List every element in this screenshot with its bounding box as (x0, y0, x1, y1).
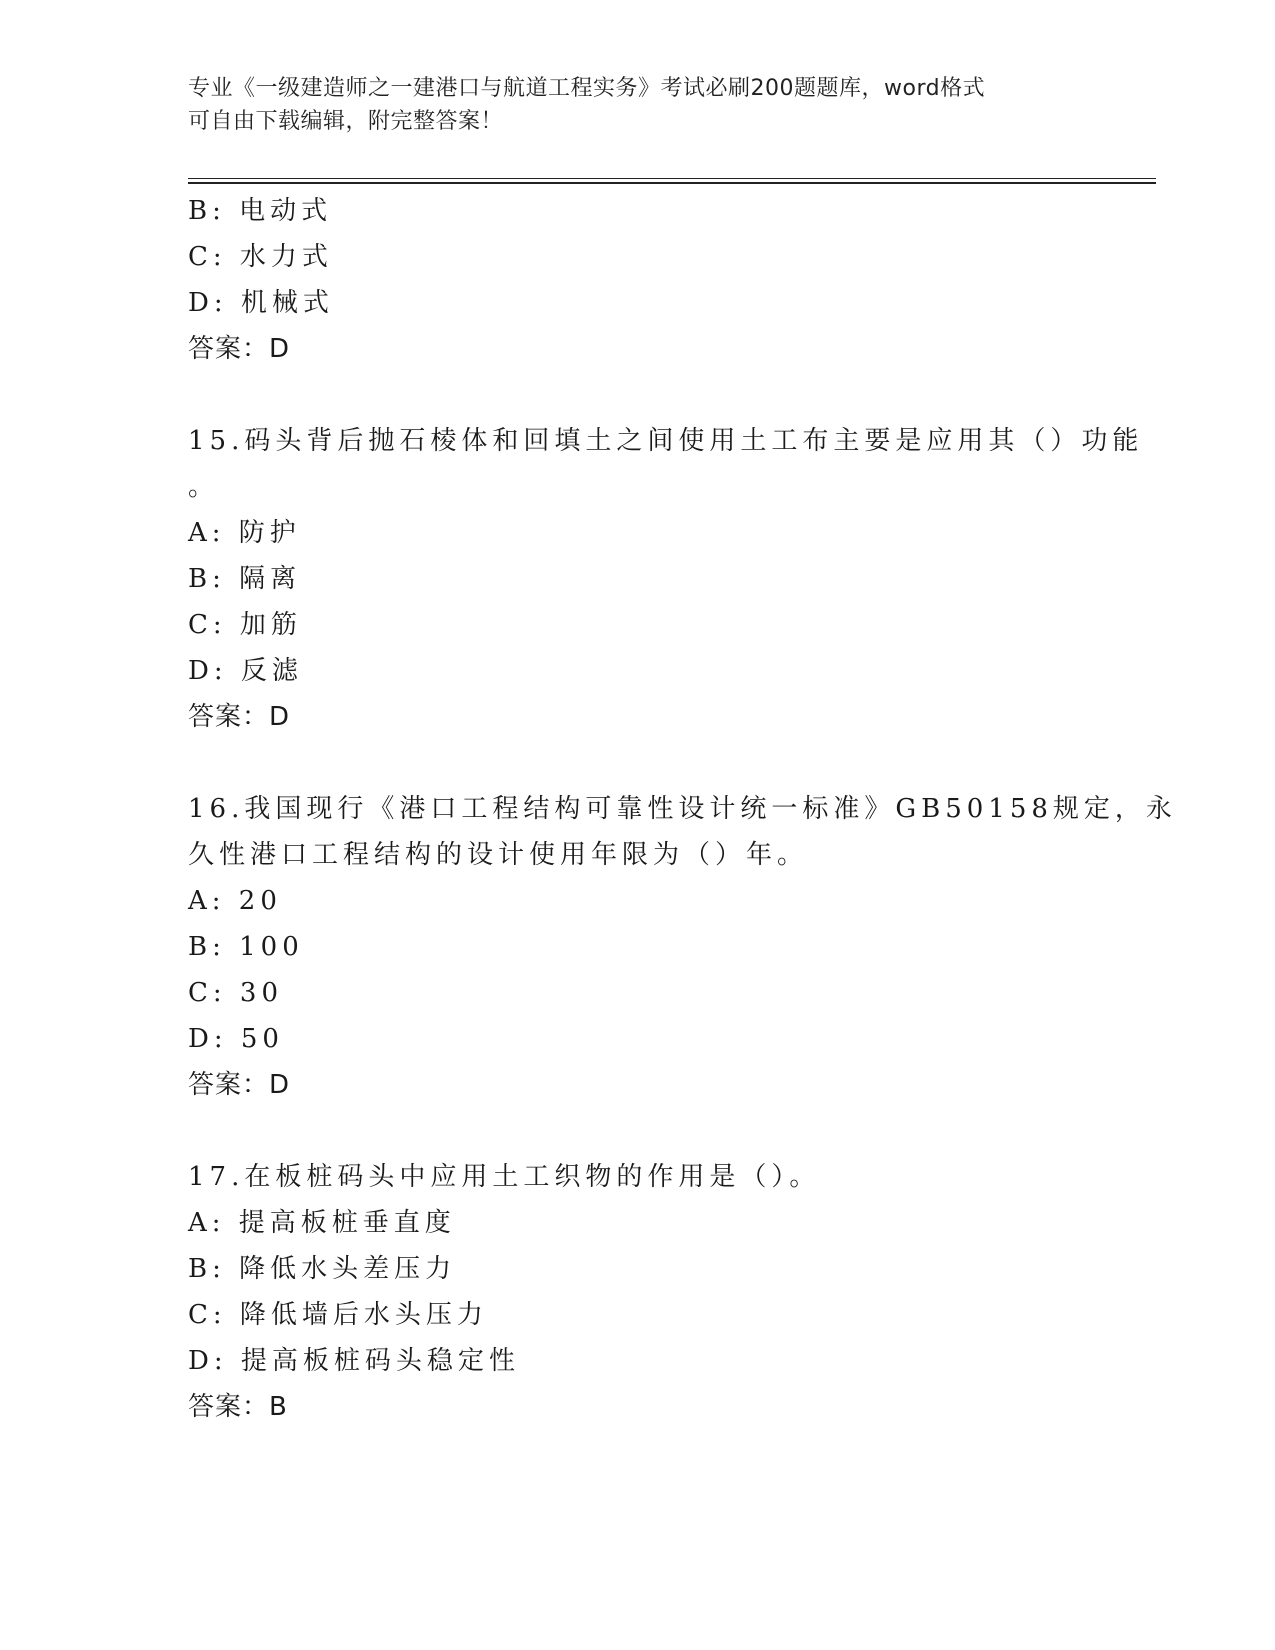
question-stem-line-1: 17.在板桩码头中应用土工织物的作用是（）。 (188, 1162, 821, 1192)
answer-line: 答案：D (188, 702, 291, 732)
question-stem-line-1: 15.码头背后抛石棱体和回填土之间使用土工布主要是应用其（）功能 (188, 426, 1144, 456)
option-a: A: 防护 (188, 518, 301, 548)
option-d: D: 50 (188, 1024, 284, 1054)
option-b: B: 电动式 (188, 196, 333, 226)
document-header (188, 72, 1088, 138)
header-divider-thick (188, 182, 1156, 184)
option-d: D: 提高板桩码头稳定性 (188, 1346, 520, 1376)
option-b: B: 隔离 (188, 564, 302, 594)
question-content (188, 188, 1177, 1430)
prev-question (188, 188, 1088, 372)
option-c: C: 降低墙后水头压力 (188, 1300, 488, 1330)
option-b: B: 100 (188, 932, 304, 962)
question-stem-line-2: 。 (188, 472, 220, 502)
option-a: A: 20 (188, 886, 282, 916)
question-stem-line-2: 久性港口工程结构的设计使用年限为（）年。 (188, 840, 809, 870)
option-d: D: 机械式 (188, 288, 334, 318)
question-17 (188, 1154, 1088, 1430)
question-15 (188, 418, 1144, 740)
answer-line: 答案：D (188, 334, 291, 364)
option-a: A: 提高板桩垂直度 (188, 1208, 456, 1238)
answer-line: 答案：D (188, 1070, 291, 1100)
option-b: B: 降低水头差压力 (188, 1254, 457, 1284)
option-c: C: 加筋 (188, 610, 302, 640)
header-line-2: 可自由下载编辑，附完整答案！ (188, 109, 504, 134)
question-stem-line-1: 16.我国现行《港口工程结构可靠性设计统一标准》GB50158规定，永 (188, 794, 1177, 824)
question-16 (188, 786, 1177, 1108)
option-c: C: 水力式 (188, 242, 333, 272)
option-d: D: 反滤 (188, 656, 303, 686)
answer-line: 答案：B (188, 1392, 288, 1422)
option-c: C: 30 (188, 978, 284, 1008)
header-line-1: 专业《一级建造师之一建港口与航道工程实务》考试必刷200题题库，word格式 (188, 76, 986, 101)
header-divider (188, 178, 1156, 179)
